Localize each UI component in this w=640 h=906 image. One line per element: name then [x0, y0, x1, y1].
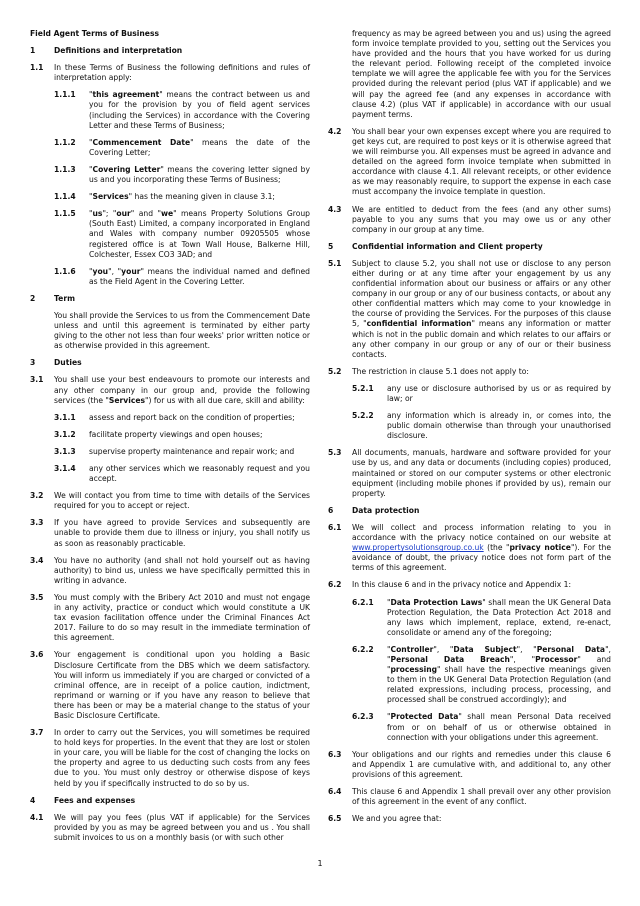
clause-number: 1.1.5 [54, 209, 76, 219]
clause-number: 5.2 [328, 366, 342, 376]
definition-text: " shall mean the UK General Data Protection Regulation, the Data Protection Act 2018 and any laws which implement, replace, extend, re-enact, consolidate or amend any of the foregoing; [387, 597, 611, 637]
clause-text [352, 259, 611, 360]
clause-text: We will pay you fees (plus VAT if applicable) for the Services provided by you as may be agreed between you and us . You shall submit invoices to us on a monthly basis (or with such other [54, 812, 310, 842]
defined-term: Personal Data [536, 644, 606, 654]
clause-2-text: You shall provide the Services to us from the Commencement Date unless and until this agreement is terminated by either party giving to the other not less than four weeks' prior written notice or as otherwise provided in this agreement. [54, 310, 310, 351]
clause-number: 3.2 [30, 491, 44, 501]
defined-term: Processor [535, 654, 578, 664]
clause-text: All documents, manuals, hardware and software provided for your use by us, and any data or documents (including copies) produced, maintained or stored on our computer systems or other electronic equipment (including mobile phones if provided by us), remain our property. [352, 448, 611, 498]
clause-text: Your engagement is conditional upon you holding a Basic Disclosure Certificate from the DBS which we deem satisfactory. You will inform us immediately if you are charged or convicted of a criminal offence, are in receipt of a police caution, indictment, reprimand or warning or if you have any reason to believe that there has been or may be a material change to the status of your Basic Disclosure Certificate. [54, 650, 310, 720]
separator: ", " [108, 266, 122, 276]
clause-text-part: "). For the avoidance of doubt, the privacy notice does not form part of the terms of this agreement. [352, 543, 611, 573]
defined-term: we [160, 209, 174, 219]
separator: " and " [387, 654, 611, 675]
clause-number: 6.3 [328, 749, 342, 759]
clause-6-2-1 [352, 598, 611, 638]
section-heading-3 [30, 358, 310, 368]
clause-3-1 [30, 375, 310, 405]
clause-6-2 [328, 580, 611, 590]
clause-text: The restriction in clause 5.1 does not apply to: [352, 366, 529, 376]
clause-number: 1.1.1 [54, 90, 76, 100]
clause-number: 3.6 [30, 650, 44, 660]
section-title: Fees and expenses [54, 795, 136, 805]
clause-3-1-1 [54, 413, 310, 423]
clause-1-1-3 [54, 165, 310, 185]
clause-number: 6.5 [328, 814, 342, 824]
clause-text: We will contact you from time to time with details of the Services required for you to accept or reject. [54, 491, 310, 511]
clause-number: 3.1.1 [54, 412, 76, 422]
clause-number: 3.3 [30, 518, 44, 528]
clause-text [387, 712, 611, 742]
clause-1-1 [30, 63, 310, 83]
clause-number: 4.2 [328, 126, 342, 136]
clause-text-part: ") for us with all due care, skill and ability: [145, 395, 305, 405]
clause-text: In this clause 6 and in the privacy notice and Appendix 1: [352, 580, 572, 590]
defined-term: Protected Data [390, 712, 459, 722]
defined-term: this agreement [92, 90, 160, 100]
clause-text-part: You shall use your best endeavours to promote our interests and any other company in our group and, provide the following services (the " [54, 375, 310, 405]
defined-term: Covering Letter [92, 164, 161, 174]
clause-3-7 [30, 728, 310, 789]
clause-text: supervise property maintenance and repair work; and [89, 446, 295, 456]
clause-6-5 [328, 814, 611, 824]
quote-mark: " [89, 209, 93, 219]
clause-5-2-2 [352, 411, 611, 441]
clause-number: 3.1.4 [54, 464, 76, 473]
clause-number: 1.1.4 [54, 192, 76, 202]
left-column [30, 29, 310, 850]
clause-4-1 [30, 813, 310, 843]
section-title: Definitions and interpretation [54, 46, 183, 56]
section-title: Confidential information and Client property [352, 241, 543, 251]
clause-number: 1.1.2 [54, 137, 76, 147]
definition-text: " shall mean Personal Data received from or on behalf of us or otherwise obtained in connection with your obligations under this agreement. [387, 712, 611, 742]
quote-mark: " [387, 644, 391, 654]
defined-term: Data Subject [453, 644, 517, 654]
defined-term: you [92, 266, 109, 276]
quote-mark: " [387, 597, 391, 607]
clause-3-2 [30, 491, 310, 511]
clause-4-1-continued: frequency as may be agreed between you and us) using the agreed form invoice template provided to you, setting out the Services you have provided and the hours that you have worked for us during the relevant period. Following receipt of the completed invoice template we will agree the applicable fee with you for the Services provided during the relevant period (plus VAT if applicable) and we will pay the agreed fee (and any expenses in accordance with clause 4.2) (plus VAT if applicable) in accordance with our usual payment terms. [352, 29, 611, 119]
clause-5-3 [328, 448, 611, 498]
clause-4-3 [328, 205, 611, 235]
defined-term: your [121, 266, 141, 276]
separator: ", " [387, 644, 611, 664]
clause-1-1-1 [54, 90, 310, 130]
clause-text: assess and report back on the condition of properties; [89, 412, 295, 422]
clause-text [89, 138, 310, 158]
clause-text: We are entitled to deduct from the fees (and any other sums) payable to you any sums that you may owe us or any other company in our group at any time. [352, 204, 611, 234]
clause-text: You shall bear your own expenses except where you are required to get keys cut, are required to post keys or it is otherwise agreed that we will reimburse you. All expenses must be agreed in advance and detailed on the agreed form invoice template when submitted in accordance with clause 4.1. All relevant receipts, or other evidence as we may reasonably require, to support the expense in each case must accompany the invoice template in question. [352, 126, 611, 197]
clause-number: 6.2.2 [352, 644, 374, 654]
clause-6-3 [328, 750, 611, 780]
clause-number: 6.2.1 [352, 597, 374, 607]
separator: ", " [516, 644, 537, 654]
clause-1-1-4 [54, 192, 310, 202]
clause-3-5 [30, 593, 310, 643]
section-number: 4 [30, 795, 36, 805]
clause-3-1-4 [54, 464, 310, 484]
section-number: 5 [328, 241, 334, 251]
section-title: Data protection [352, 505, 420, 515]
separator: ", " [509, 654, 536, 664]
defined-term: Services [92, 192, 129, 202]
clause-number: 4.3 [328, 204, 342, 214]
clause-6-2-3 [352, 712, 611, 742]
section-heading-4 [30, 796, 310, 806]
clause-3-1-3 [54, 447, 310, 457]
clause-text: You must comply with the Bribery Act 2010 and must not engage in any activity, practice or conduct which would constitute a UK tax evasion facilitation offence under the Criminal Finances Act 2017. Failure to do so may result in the immediate termination of this agreement. [54, 592, 310, 643]
clause-text: In these Terms of Business the following definitions and rules of interpretation apply: [54, 63, 310, 83]
clause-3-6 [30, 650, 310, 721]
clause-4-2 [328, 127, 611, 198]
clause-1-1-5 [54, 209, 310, 259]
clause-3-4 [30, 556, 310, 586]
clause-number: 5.1 [328, 258, 342, 268]
section-number: 3 [30, 358, 36, 368]
clause-number: 1.1 [30, 63, 44, 73]
defined-term: our [116, 209, 131, 219]
quote-mark: " [89, 266, 93, 276]
section-number: 6 [328, 505, 334, 515]
clause-1-1-2 [54, 138, 310, 158]
clause-text-part: (the " [483, 543, 510, 553]
section-title: Duties [54, 358, 82, 368]
clause-text [387, 598, 611, 638]
section-heading-6 [328, 506, 611, 516]
clause-text: any other services which we reasonably request and you accept. [89, 464, 310, 484]
clause-text: If you have agreed to provide Services and subsequently are unable to provide them due to illness or injury, you shall notify us as soon as reasonably practicable. [54, 518, 310, 548]
definition-text: " means Property Solutions Group (South East) Limited, a company incorporated in England and Wales with company number 09205505 whose registered office is at Town Wall House, Balkerne Hill, Colchester, Essex CO3 3AD; and [89, 209, 310, 259]
clause-6-2-2 [352, 645, 611, 706]
clause-number: 5.2.1 [352, 383, 374, 393]
quote-mark: " [387, 712, 391, 722]
clause-text: We and you agree that: [352, 814, 442, 824]
clause-number: 5.2.2 [352, 411, 374, 421]
clause-3-3 [30, 518, 310, 548]
definition-text: " means the individual named and defined as the Field Agent in the Covering Letter. [89, 266, 310, 286]
clause-text: You have no authority (and shall not hold yourself out as having authority) to bind us, unless we have specifically permitted this in writing in advance. [54, 555, 310, 585]
clause-text [89, 209, 310, 259]
clause-text: This clause 6 and Appendix 1 shall prevail over any other provision of this agreement in the event of any conflict. [352, 787, 611, 807]
clause-number: 1.1.6 [54, 266, 76, 276]
clause-5-2-1 [352, 384, 611, 404]
clause-number: 3.1 [30, 375, 44, 385]
defined-term: Controller [390, 644, 434, 654]
defined-term: confidential information [366, 319, 472, 329]
section-heading-2 [30, 294, 310, 304]
clause-number: 3.7 [30, 728, 44, 738]
clause-text [387, 645, 611, 706]
privacy-notice-link[interactable]: www.propertysolutionsgroup.co.uk [352, 543, 484, 553]
quote-mark: " [89, 137, 93, 147]
defined-term: Personal Data Breach [390, 654, 510, 664]
clause-number: 3.1.2 [54, 429, 76, 439]
defined-term: Commencement Date [92, 137, 191, 147]
section-heading-1 [30, 46, 310, 56]
clause-text [54, 375, 310, 405]
clause-number: 3.4 [30, 555, 44, 565]
quote-mark: " [89, 192, 93, 202]
clause-text: Your obligations and our rights and remedies under this clause 6 and Appendix 1 are cumulative with, and additional to, any other provisions of this agreement. [352, 749, 611, 779]
clause-5-1 [328, 259, 611, 360]
clause-6-1 [328, 523, 611, 573]
defined-term: Data Protection Laws [390, 597, 483, 607]
quote-mark: " [89, 164, 93, 174]
clause-text-part: " means any information or matter which is not in the public domain and which relates to our affairs or any other company in our group or any of our or their business contacts. [352, 319, 611, 359]
clause-number: 6.2.3 [352, 712, 374, 722]
clause-number: 4.1 [30, 812, 44, 822]
separator: "; " [102, 209, 117, 219]
quote-mark: " [89, 90, 93, 100]
clause-number: 6.1 [328, 522, 342, 532]
section-title: Term [54, 293, 75, 303]
clause-text [352, 523, 611, 573]
clause-number: 6.2 [328, 580, 342, 590]
section-number: 1 [30, 46, 36, 56]
definition-text: " has the meaning given in clause 3.1; [128, 192, 275, 202]
clause-text [89, 267, 310, 287]
defined-term: processing [390, 665, 438, 675]
clause-text-part: Subject to clause 5.2, you shall not use or disclose to any person either during or at any time after your engagement by us any confidential information about our business or affairs or any other company in our group or any of our business contacts, or about any other confidential matters which may come to your knowledge in the course of providing the Services. For the purposes of this clause 5, " [352, 258, 611, 329]
right-column [328, 29, 611, 831]
separator: " and " [130, 209, 161, 219]
clause-6-4 [328, 787, 611, 807]
separator: ", " [433, 644, 454, 654]
clause-text: any use or disclosure authorised by us or as required by law; or [387, 383, 611, 403]
definition-text: " shall have the respective meanings given to them in the UK General Data Protection Regulation (and related expressions, including process, processing, and processed shall be construed accordingly); and [387, 665, 611, 705]
clause-number: 3.1.3 [54, 446, 76, 456]
clause-3-1-2 [54, 430, 310, 440]
page-number: 1 [317, 859, 323, 868]
defined-term: us [92, 209, 103, 219]
clause-text: In order to carry out the Services, you will sometimes be required to hold keys for properties. In the event that they are lost or stolen in your care, you will be liable for the cost of changing the locks on the property and agree to us deducting such costs from any fees due to you. You must only destroy or otherwise dispose of keys held by you if specifically instructed to do so by us. [54, 728, 310, 788]
definition-text: " means the date of the Covering Letter; [89, 137, 311, 157]
definition-text: " means the contract between us and you for the provision by you of field agent services (including the Services) in accordance with the Covering Letter and these Terms of Business; [89, 90, 310, 130]
clause-number: 6.4 [328, 787, 342, 796]
clause-1-1-6 [54, 267, 310, 287]
clause-5-2 [328, 367, 611, 377]
section-number: 2 [30, 293, 36, 303]
definition-text: " means the covering letter signed by us and you incorporating these Terms of Business; [89, 164, 310, 185]
clause-number: 5.3 [328, 448, 342, 458]
clause-text: any information which is already in, or comes into, the public domain otherwise than through your unauthorised disclosure. [387, 411, 611, 441]
document-title: Field Agent Terms of Business [30, 29, 159, 38]
clause-text [89, 90, 310, 130]
clause-number: 3.5 [30, 592, 44, 602]
defined-term: privacy notice [509, 543, 571, 553]
clause-text: facilitate property viewings and open houses; [89, 429, 263, 439]
clause-text-part: We will collect and process information relating to you in accordance with the privacy notice contained on our website at [352, 522, 611, 543]
defined-term: Services [108, 395, 145, 405]
clause-text [89, 165, 310, 185]
clause-number: 1.1.3 [54, 164, 76, 174]
section-heading-5 [328, 242, 611, 252]
clause-text [89, 192, 310, 202]
